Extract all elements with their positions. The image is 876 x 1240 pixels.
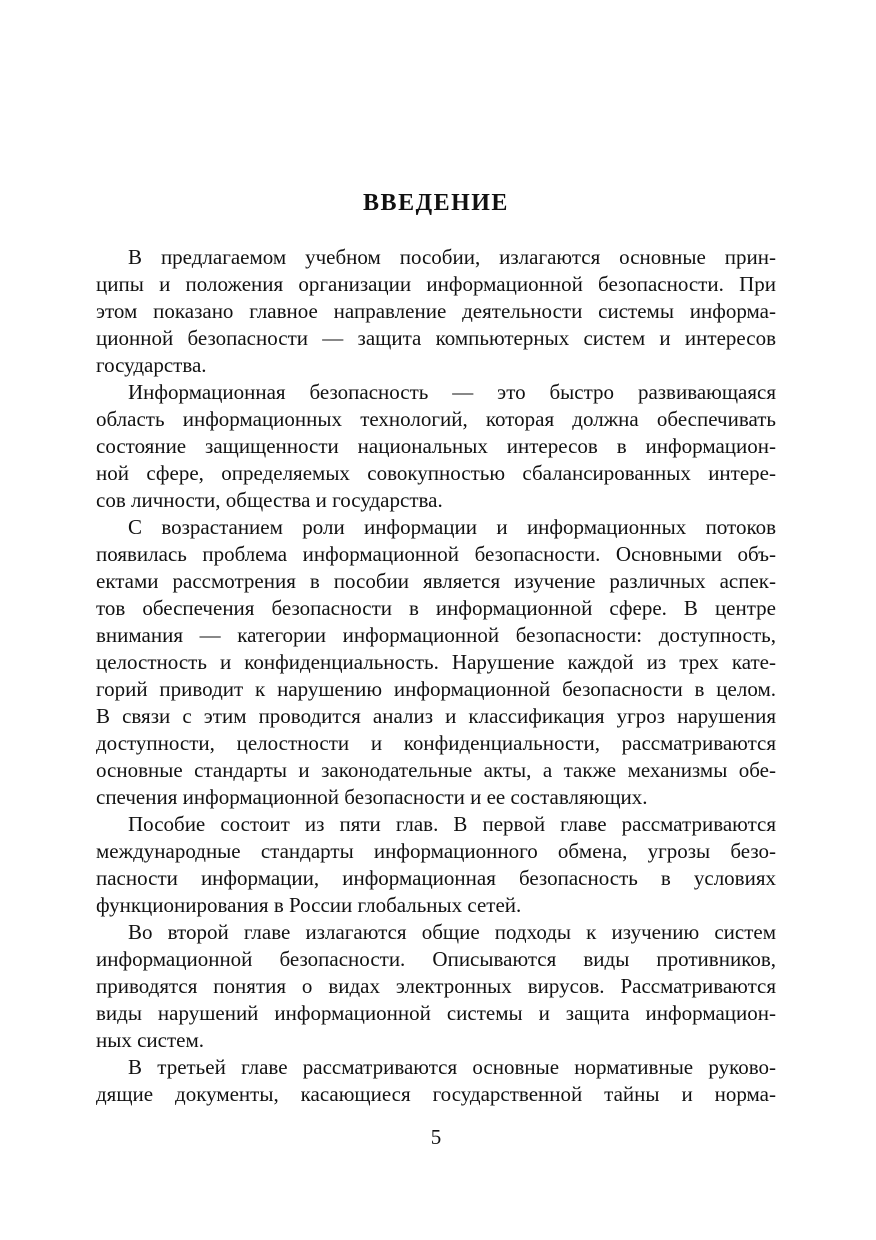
text-line: сов личности, общества и государства. — [96, 488, 443, 512]
text-line: целостность и конфиденциальность. Нарушение каждой из трех кате- — [96, 650, 776, 674]
text-line: область информационных технологий, которая должна обеспечивать — [96, 407, 776, 431]
paragraph — [96, 244, 776, 379]
text-line: ектами рассмотрения в пособии является изучение различных аспек- — [96, 569, 776, 593]
text-line: приводятся понятия о видах электронных вирусов. Рассматриваются — [96, 974, 776, 998]
paragraph — [96, 379, 776, 514]
text-line: внимания — категории информационной безопасности: доступность, — [96, 623, 776, 647]
text-line: дящие документы, касающиеся государственной тайны и норма- — [96, 1082, 776, 1106]
text-line: ных систем. — [96, 1028, 205, 1052]
text-line: Во второй главе излагаются общие подходы к изучению систем — [128, 920, 776, 944]
text-line: информационной безопасности. Описываются виды противников, — [96, 947, 776, 971]
text-line: ционной безопасности — защита компьютерных систем и интересов — [96, 326, 776, 350]
page-number: 5 — [430, 1125, 442, 1149]
paragraph — [96, 514, 776, 811]
text-line: В третьей главе рассматриваются основные нормативные руково- — [128, 1055, 776, 1079]
text-line: основные стандарты и законодательные акты, а также механизмы обе- — [96, 758, 776, 782]
text-line: пасности информации, информационная безопасность в условиях — [96, 866, 776, 890]
text-line: горий приводит к нарушению информационной безопасности в целом. — [96, 677, 776, 701]
text-line: виды нарушений информационной системы и защита информацион- — [96, 1001, 776, 1025]
text-line: тов обеспечения безопасности в информационной сфере. В центре — [96, 596, 776, 620]
text-line: государства. — [96, 353, 207, 377]
paragraph — [96, 919, 776, 1054]
text-line: ной сфере, определяемых совокупностью сбалансированных интере- — [96, 461, 776, 485]
text-line: спечения информационной безопасности и ее составляющих. — [96, 785, 648, 809]
book-page — [96, 0, 776, 1240]
text-line: Пособие состоит из пяти глав. В первой главе рассматриваются — [128, 812, 776, 836]
text-line: международные стандарты информационного обмена, угрозы безо- — [96, 839, 776, 863]
text-line: появилась проблема информационной безопасности. Основными объ- — [96, 542, 776, 566]
text-line: С возрастанием роли информации и информационных потоков — [128, 515, 776, 539]
paragraph — [96, 811, 776, 919]
chapter-title: ВВЕДЕНИЕ — [363, 190, 509, 216]
paragraph — [96, 1054, 776, 1108]
text-line: доступности, целостности и конфиденциальности, рассматриваются — [96, 731, 776, 755]
text-line: состояние защищенности национальных интересов в информацион- — [96, 434, 776, 458]
text-line: Информационная безопасность — это быстро развивающаяся — [128, 380, 776, 404]
text-line: В предлагаемом учебном пособии, излагаются основные прин- — [128, 245, 776, 269]
text-line: ципы и положения организации информационной безопасности. При — [96, 272, 776, 296]
text-line: В связи с этим проводится анализ и классификация угроз нарушения — [96, 704, 776, 728]
text-line: функционирования в России глобальных сетей. — [96, 893, 522, 917]
text-line: этом показано главное направление деятельности системы информа- — [96, 299, 776, 323]
body-text — [96, 244, 776, 1108]
